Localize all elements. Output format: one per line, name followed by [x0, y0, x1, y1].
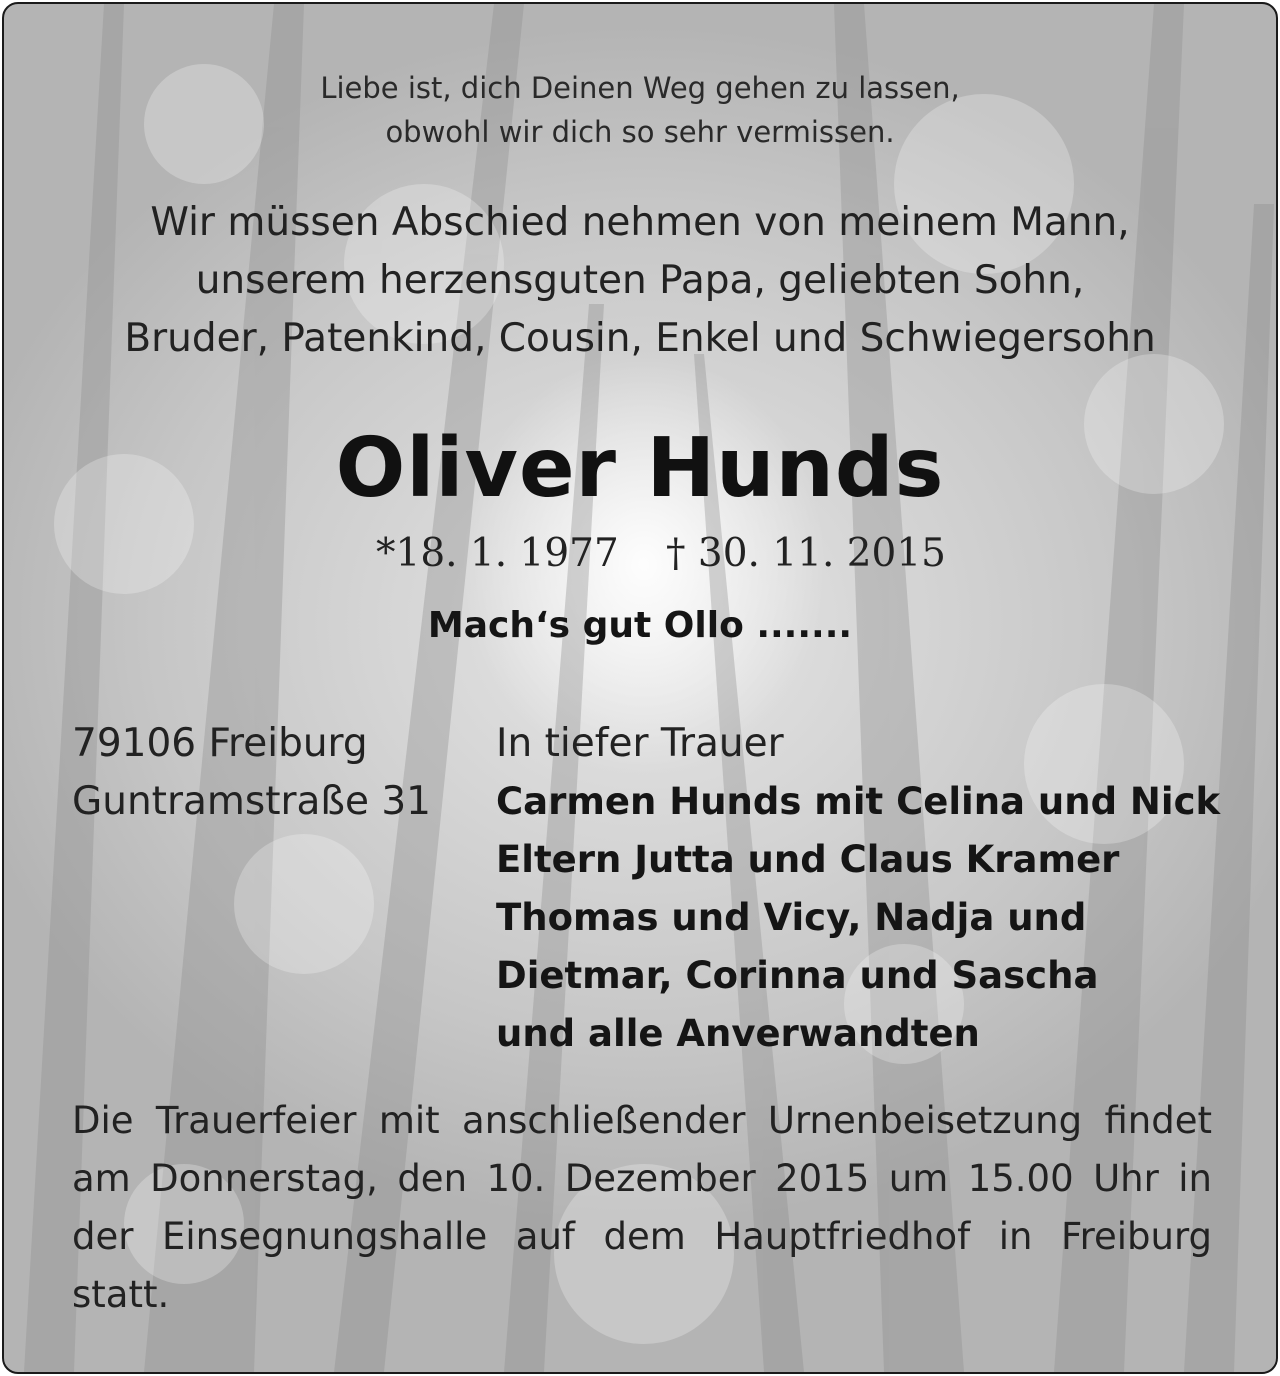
mourner-line: Thomas und Vicy, Nadja und — [496, 896, 1087, 939]
farewell-line: Mach‘s gut Ollo ....... — [427, 605, 853, 646]
obituary-card — [2, 2, 1278, 1374]
intro-text — [4, 194, 1276, 368]
deceased-name: Oliver Hunds — [335, 421, 945, 516]
obituary-text — [4, 4, 1276, 1372]
mourner-line: Carmen Hunds mit Celina und Nick — [496, 780, 1221, 823]
mourners-block — [496, 715, 1220, 1063]
address-block — [72, 715, 431, 831]
motto-line: Liebe ist, dich Deinen Weg gehen zu lassen, — [320, 71, 960, 105]
address-line: Guntramstraße 31 — [72, 779, 431, 824]
birth-date: *18. 1. 1977 — [376, 531, 619, 576]
intro-line: Wir müssen Abschied nehmen von meinem Mann, — [150, 200, 1130, 245]
motto-quote — [4, 66, 1276, 154]
address-line: 79106 Freiburg — [72, 721, 368, 766]
intro-line: Bruder, Patenkind, Cousin, Enkel und Schwiegersohn — [124, 316, 1156, 361]
motto-line: obwohl wir dich so sehr vermissen. — [385, 115, 895, 149]
intro-line: unserem herzensguten Papa, geliebten Sohn, — [195, 258, 1085, 303]
service-announcement: Die Trauerfeier mit anschließender Urnenbeisetzung findet am Donnerstag, den 10. Dezember 2015 um 15.00 Uhr in der Einsegnungshalle auf dem Hauptfriedhof in Freiburg statt. — [72, 1099, 1212, 1316]
death-date: † 30. 11. 2015 — [666, 531, 946, 576]
mourners-heading: In tiefer Trauer — [496, 721, 784, 766]
mourner-line: Eltern Jutta und Claus Kramer — [496, 838, 1120, 881]
mourner-line: Dietmar, Corinna und Sascha — [496, 954, 1099, 997]
mourner-line: und alle Anverwandten — [496, 1012, 980, 1055]
